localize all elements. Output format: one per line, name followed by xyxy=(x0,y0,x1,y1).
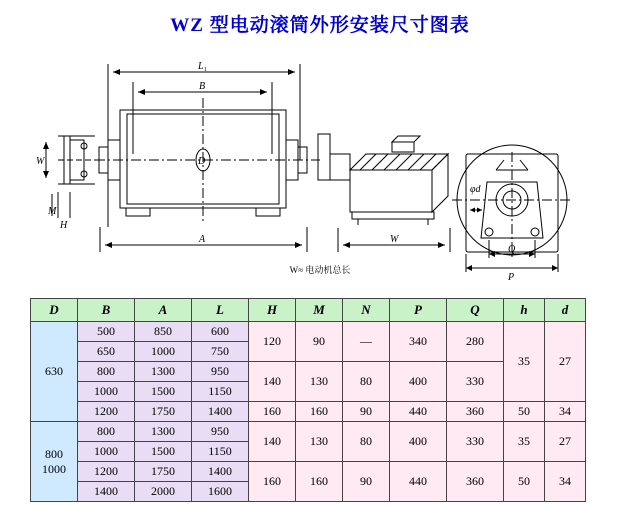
cell-a: 1750 xyxy=(135,462,192,482)
cell-b: 1200 xyxy=(78,462,135,482)
dim-label-d-hole: φd xyxy=(470,184,481,195)
cell-a: 1500 xyxy=(135,442,192,462)
cell-m: 160 xyxy=(296,462,343,502)
cell-d-small: 27 xyxy=(545,422,586,462)
cell-m: 90 xyxy=(296,322,343,362)
cell-l: 1400 xyxy=(192,462,249,482)
cell-d-line1: 800 xyxy=(45,446,63,461)
cell-p: 400 xyxy=(390,422,447,462)
cell-h-small: 50 xyxy=(504,462,545,502)
cell-d-small: 34 xyxy=(545,402,586,422)
cell-a: 1300 xyxy=(135,422,192,442)
cell-p: 440 xyxy=(390,402,447,422)
cell-q: 330 xyxy=(447,422,504,462)
cell-l: 1400 xyxy=(192,402,249,422)
col-header-h-small: h xyxy=(504,299,545,322)
cell-q: 280 xyxy=(447,322,504,362)
dim-label-q: Q xyxy=(508,244,516,255)
cell-a: 2000 xyxy=(135,482,192,502)
page-title: WZ 型电动滚筒外形安装尺寸图表 xyxy=(170,15,470,36)
dim-label-p: P xyxy=(508,272,515,283)
cell-a: 1750 xyxy=(135,402,192,422)
dim-label-a: A xyxy=(199,234,206,245)
cell-n: 80 xyxy=(343,422,390,462)
col-header-q: Q xyxy=(447,299,504,322)
cell-h: 160 xyxy=(249,462,296,502)
col-header-h: H xyxy=(249,299,296,322)
cell-l: 1150 xyxy=(192,442,249,462)
cell-p: 440 xyxy=(390,462,447,502)
col-header-p: P xyxy=(390,299,447,322)
cell-b: 1000 xyxy=(78,382,135,402)
cell-m: 130 xyxy=(296,422,343,462)
cell-a: 1300 xyxy=(135,362,192,382)
col-header-b: B xyxy=(78,299,135,322)
cell-h: 140 xyxy=(249,362,296,402)
dimension-table xyxy=(30,298,586,502)
cell-a: 1500 xyxy=(135,382,192,402)
dim-label-l1: L₁ xyxy=(198,61,208,72)
col-header-d-small: d xyxy=(545,299,586,322)
cell-n: 90 xyxy=(343,402,390,422)
dim-label-d-drum: D xyxy=(198,156,206,167)
cell-h-small: 35 xyxy=(504,322,545,402)
cell-d-small: 27 xyxy=(545,322,586,402)
table-row xyxy=(31,322,586,342)
cell-l: 1150 xyxy=(192,382,249,402)
cell-l: 950 xyxy=(192,362,249,382)
cell-q: 330 xyxy=(447,362,504,402)
cell-n: — xyxy=(343,322,390,362)
cell-m: 160 xyxy=(296,402,343,422)
cell-b: 1400 xyxy=(78,482,135,502)
table-header-row xyxy=(31,299,586,322)
technical-drawing xyxy=(0,42,640,292)
cell-p: 340 xyxy=(390,322,447,362)
col-header-n: N xyxy=(343,299,390,322)
cell-l: 750 xyxy=(192,342,249,362)
cell-m: 130 xyxy=(296,362,343,402)
cell-h: 160 xyxy=(249,402,296,422)
cell-q: 360 xyxy=(447,402,504,422)
cell-d-line2: 1000 xyxy=(42,461,66,476)
cell-d-small: 34 xyxy=(545,462,586,502)
drawing-svg xyxy=(0,42,640,292)
cell-q: 360 xyxy=(447,462,504,502)
cell-h: 120 xyxy=(249,322,296,362)
cell-a: 850 xyxy=(135,322,192,342)
cell-d-630: 630 xyxy=(31,322,78,422)
cell-b: 800 xyxy=(78,362,135,382)
cell-h-small: 35 xyxy=(504,422,545,462)
col-header-m: M xyxy=(296,299,343,322)
dim-label-m: M xyxy=(48,206,57,217)
dim-label-b: B xyxy=(199,81,206,92)
cell-d-800-1000 xyxy=(31,422,78,502)
table-row xyxy=(31,402,586,422)
table-row xyxy=(31,462,586,482)
cell-l: 950 xyxy=(192,422,249,442)
cell-p: 400 xyxy=(390,362,447,402)
col-header-d: D xyxy=(31,299,78,322)
dim-label-h: H xyxy=(60,220,68,231)
cell-l: 600 xyxy=(192,322,249,342)
col-header-l: L xyxy=(192,299,249,322)
dim-label-w2: W xyxy=(36,156,45,167)
dim-label-w: W xyxy=(390,234,399,245)
cell-n: 80 xyxy=(343,362,390,402)
cell-b: 650 xyxy=(78,342,135,362)
cell-b: 800 xyxy=(78,422,135,442)
col-header-a: A xyxy=(135,299,192,322)
table-row xyxy=(31,422,586,442)
cell-n: 90 xyxy=(343,462,390,502)
cell-b: 1000 xyxy=(78,442,135,462)
cell-h: 140 xyxy=(249,422,296,462)
cell-a: 1000 xyxy=(135,342,192,362)
drawing-caption: W≈ 电动机总长 xyxy=(289,265,351,275)
cell-b: 1200 xyxy=(78,402,135,422)
cell-l: 1600 xyxy=(192,482,249,502)
cell-h-small: 50 xyxy=(504,402,545,422)
cell-b: 500 xyxy=(78,322,135,342)
table-row xyxy=(31,362,586,382)
